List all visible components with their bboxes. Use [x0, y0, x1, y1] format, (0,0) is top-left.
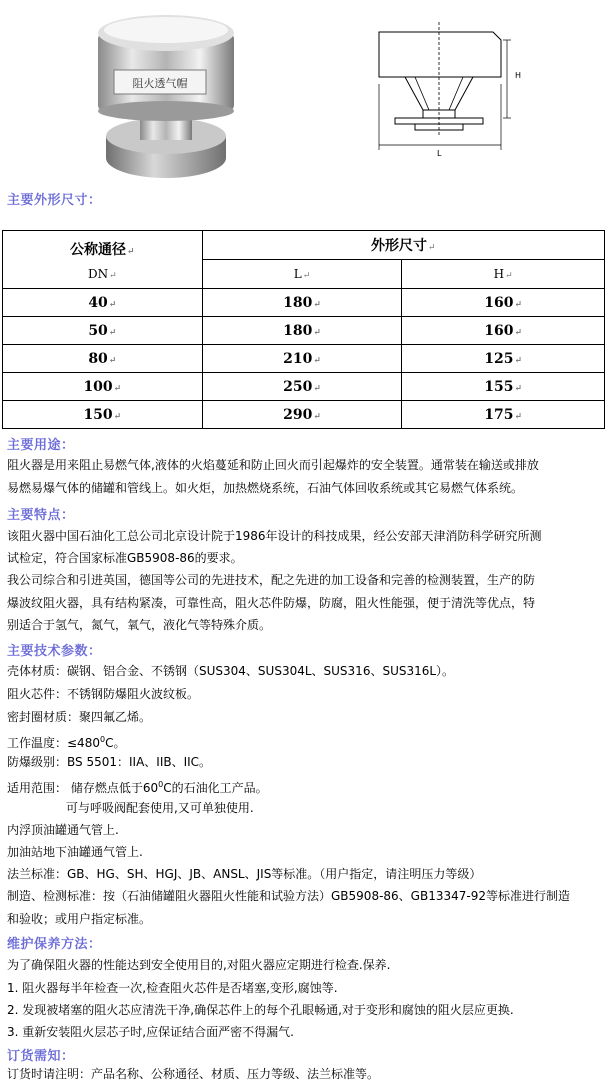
tech-flange: 法兰标准：GB、HG、SH、HGJ、JB、ANSL、JIS等标准。（用户指定，请注明压力等级）	[7, 867, 482, 881]
cell-l: 290↵	[202, 401, 402, 429]
tech-scope	[7, 775, 268, 798]
cell-dn: 50↵	[3, 317, 203, 345]
cell-l: 180↵	[202, 289, 402, 317]
dimensions-heading: 主要外形尺寸：	[7, 193, 102, 208]
header-dn: 公称通径↵ DN↵	[3, 231, 203, 289]
cell-dn: 100↵	[3, 373, 203, 401]
cell-h: 175↵	[402, 401, 605, 429]
cell-h: 160↵	[402, 317, 605, 345]
features-line-4: 爆波纹阻火器，具有结构紧凑，可靠性高，阻火芯件防爆，防腐，阻火性能强，便于清洗等优点，特	[7, 596, 536, 610]
header-h: H↵	[402, 260, 605, 289]
figures	[0, 0, 607, 190]
tech-mfg-2: 和验收；或用户指定标准。	[7, 912, 152, 926]
tech-shell: 壳体材质：碳钢、铝合金、不锈钢（SUS304、SUS304L、SUS316、SUS316L）。	[7, 664, 455, 678]
features-line-2: 试检定，符合国家标准GB5908-86的要求。	[7, 551, 243, 565]
table-row	[3, 401, 605, 429]
product-photo	[88, 8, 243, 183]
cell-h: 155↵	[402, 373, 605, 401]
tech-scope-4: 加油站地下油罐通气管上.	[7, 845, 143, 859]
tech-scope-suffix: C的石油化工产品。	[163, 781, 268, 795]
features-line-3: 我公司综合和引进英国，德国等公司的先进技术，配之先进的加工设备和完善的检测装置，生产的防	[7, 573, 536, 587]
tech-temp-sup: 0	[99, 735, 106, 744]
header-dims: 外形尺寸↵	[202, 231, 604, 260]
tech-seal: 密封圈材质：聚四氟乙烯。	[7, 710, 152, 724]
tech-temp-prefix: 工作温度：≤480	[7, 736, 100, 750]
product-label: 阻火透气帽	[132, 77, 188, 90]
header-dn-unit: DN	[87, 266, 109, 281]
cell-dn: 80↵	[3, 345, 203, 373]
features-line-5: 别适合于氢气，氮气，氧气，液化气等特殊介质。	[7, 618, 272, 632]
tech-scope-prefix: 适用范围： 储存燃点低于60	[7, 781, 159, 795]
maintenance-item-1: 1. 阻火器每半年检查一次,检查阻火芯件是否堵塞,变形,腐蚀等.	[7, 981, 338, 995]
table-row	[3, 373, 605, 401]
dimensions-table	[2, 230, 605, 429]
order-text: 订货时请注明：产品名称、公称通径、材质、压力等级、法兰标准等。	[7, 1067, 380, 1081]
tech-scope-3: 内浮顶油罐通气管上.	[7, 823, 119, 837]
tech-scope-sup: 0	[158, 780, 164, 789]
maintenance-item-2: 2. 发现被堵塞的阻火芯应清洗干净,确保芯件上的每个孔眼畅通,对于变形和腐蚀的阻火层应更换.	[7, 1003, 514, 1017]
cell-l: 210↵	[202, 345, 402, 373]
features-heading: 主要特点：	[7, 508, 75, 523]
label-h: H	[515, 71, 522, 80]
tech-temp-suffix: C。	[105, 736, 126, 750]
tech-grade: 防爆级别：BS 5501：IIA、IIB、IIC。	[7, 755, 212, 769]
tech-temp	[7, 730, 125, 753]
cell-h: 125↵	[402, 345, 605, 373]
label-l: L	[437, 149, 442, 158]
cell-l: 250↵	[202, 373, 402, 401]
usage-line-2: 易燃易爆气体的储罐和管线上。如火炬，加热燃烧系统，石油气体回收系统或其它易燃气体系统。	[7, 481, 524, 495]
cell-dn: 150↵	[3, 401, 203, 429]
maintenance-item-3: 3. 重新安装阻火层芯子时,应保证结合面严密不得漏气.	[7, 1025, 294, 1039]
table-header-row	[3, 231, 605, 260]
table-row	[3, 345, 605, 373]
order-heading: 订货需知：	[7, 1049, 75, 1064]
table-row	[3, 317, 605, 345]
cell-h: 160↵	[402, 289, 605, 317]
header-dn-label: 公称通径	[70, 241, 127, 258]
header-dims-label: 外形尺寸	[371, 238, 428, 254]
usage-line-1: 阻火器是用来阻止易燃气体,液体的火焰蔓延和防止回火而引起爆炸的安全装置。通常装在输送或排放	[7, 458, 539, 472]
header-l: L↵	[202, 260, 402, 289]
tech-core: 阻火芯件：不锈钢防爆阻火波纹板。	[7, 687, 200, 701]
header-h-text: H	[493, 267, 505, 281]
features-line-1: 该阻火器中国石油化工总公司北京设计院于1986年设计的科技成果，经公安部天津消防科学研究所测	[7, 529, 542, 543]
tech-scope-2: 可与呼吸阀配套使用,又可单独使用.	[66, 801, 254, 815]
cell-l: 180↵	[202, 317, 402, 345]
tech-mfg-1: 制造、检测标准：按（石油储罐阻火器阻火性能和试验方法）GB5908-86、GB13347-92等标准进行制造	[7, 889, 570, 903]
header-l-text: L	[293, 267, 302, 281]
dimension-drawing	[365, 22, 535, 162]
maintenance-intro: 为了确保阻火器的性能达到安全使用目的,对阻火器应定期进行检查.保养.	[7, 958, 391, 972]
maintenance-heading: 维护保养方法：	[7, 937, 102, 952]
usage-heading: 主要用途：	[7, 438, 75, 453]
cell-dn: 40↵	[3, 289, 203, 317]
table-row	[3, 289, 605, 317]
tech-heading: 主要技术参数：	[7, 644, 102, 659]
